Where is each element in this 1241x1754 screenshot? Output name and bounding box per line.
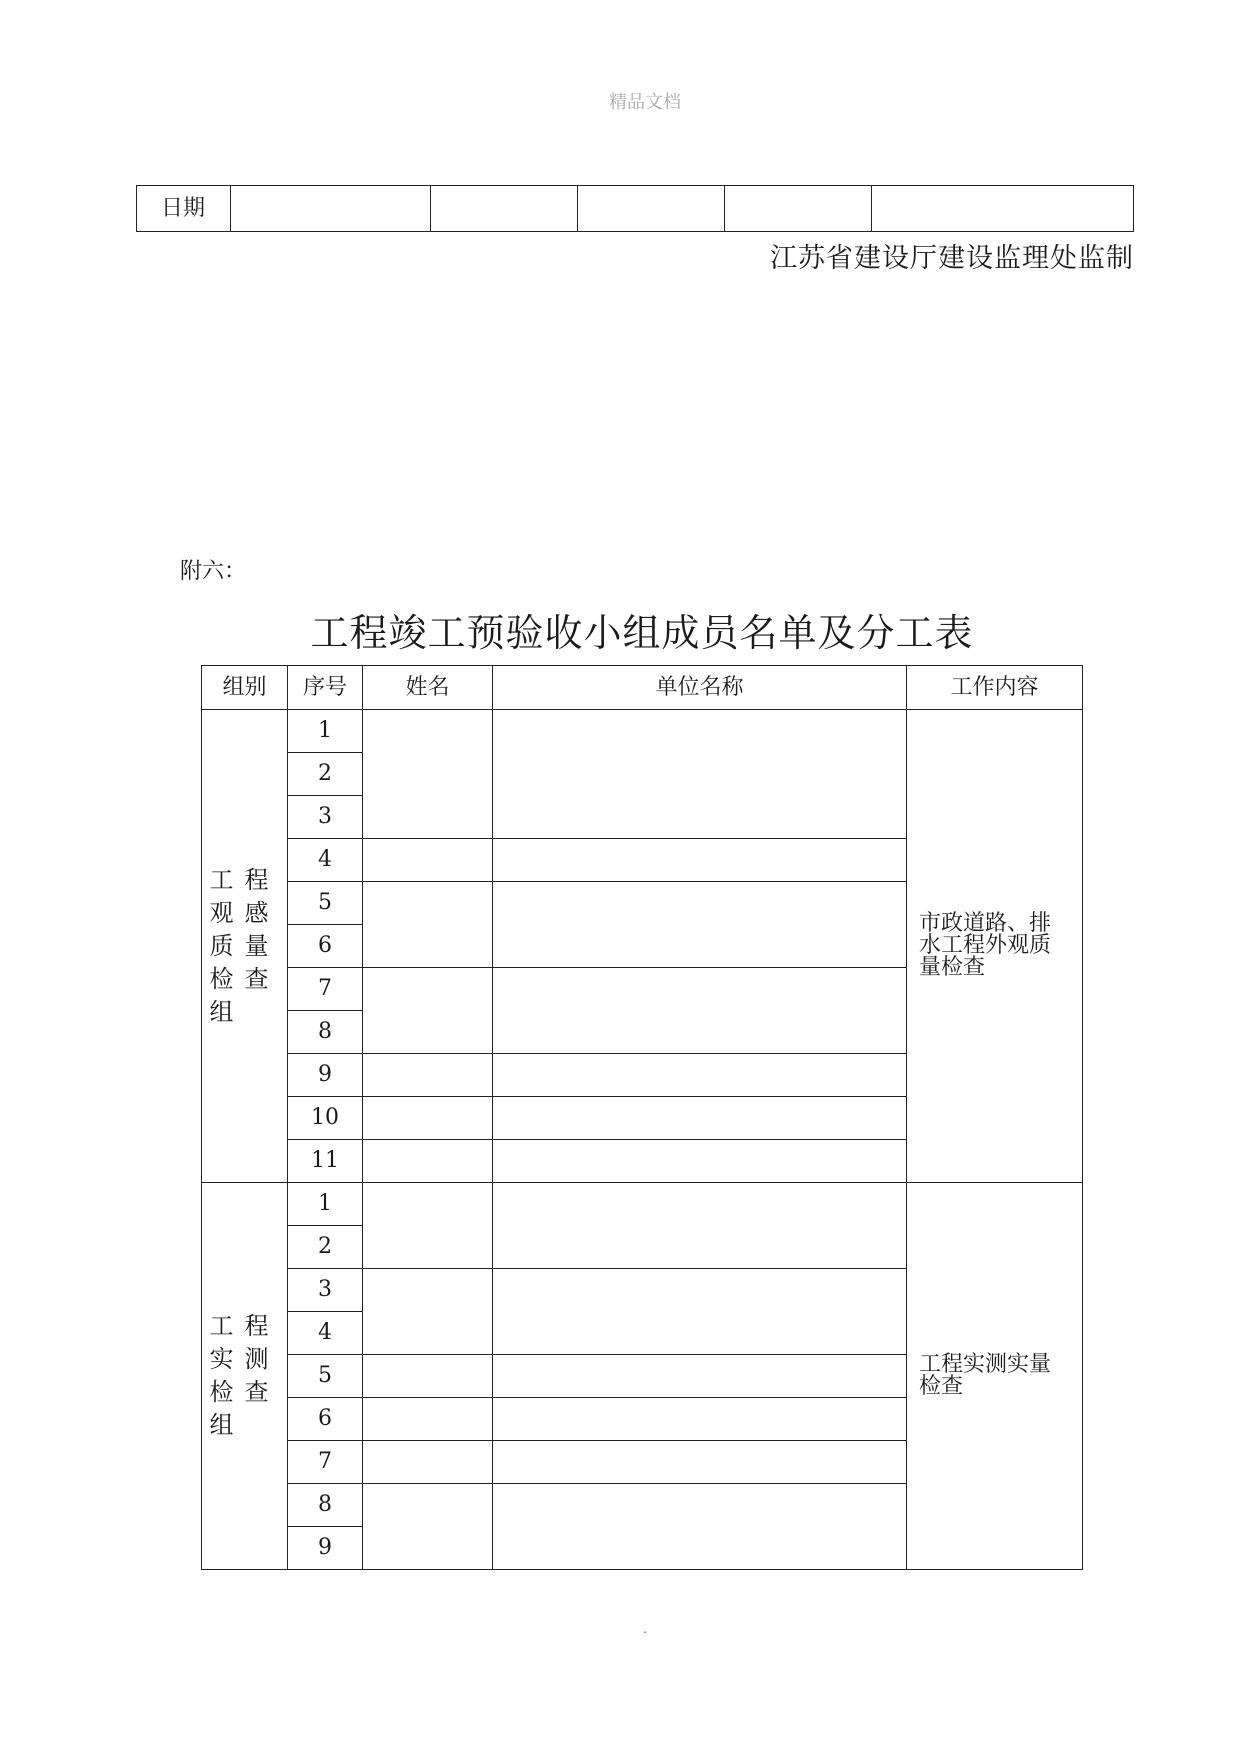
date-cell[interactable] — [231, 186, 431, 232]
unit-cell[interactable] — [493, 1054, 907, 1097]
unit-cell[interactable] — [493, 1183, 907, 1269]
row-number: 4 — [288, 1312, 363, 1355]
name-cell[interactable] — [363, 882, 493, 968]
name-cell[interactable] — [363, 1441, 493, 1484]
row-number: 9 — [288, 1527, 363, 1570]
issuer-text: 江苏省建设厅建设监理处监制 — [770, 243, 1134, 274]
row-number: 10 — [288, 1097, 363, 1140]
name-cell[interactable] — [363, 1269, 493, 1355]
header-unit: 单位名称 — [493, 666, 907, 710]
row-number: 3 — [288, 1269, 363, 1312]
page-title: 工程竣工预验收小组成员名单及分工表 — [310, 611, 974, 655]
name-cell[interactable] — [363, 968, 493, 1054]
date-cell[interactable] — [578, 186, 725, 232]
group-char: 查 — [244, 964, 269, 993]
name-cell[interactable] — [363, 1054, 493, 1097]
group-char: 查 — [244, 1378, 269, 1406]
row-number: 2 — [288, 1226, 363, 1269]
unit-cell[interactable] — [493, 968, 907, 1054]
row-number: 8 — [288, 1011, 363, 1054]
date-table — [136, 185, 1134, 232]
group-char: 感 — [244, 898, 269, 927]
header-number: 序号 — [288, 666, 363, 710]
unit-cell[interactable] — [493, 1398, 907, 1441]
unit-cell[interactable] — [493, 1441, 907, 1484]
row-number: 5 — [288, 1355, 363, 1398]
group-cell — [202, 710, 288, 1183]
name-cell[interactable] — [363, 1183, 493, 1269]
unit-cell[interactable] — [493, 1484, 907, 1570]
row-number: 1 — [288, 1183, 363, 1226]
date-row — [137, 186, 1134, 232]
unit-cell[interactable] — [493, 1140, 907, 1183]
group-name — [210, 864, 280, 1029]
group-char: 程 — [244, 1312, 269, 1340]
work-content: 市政道路、排水工程外观质量检查 — [907, 710, 1083, 1183]
group-char: 观 — [209, 898, 234, 927]
name-cell[interactable] — [363, 1484, 493, 1570]
row-number: 4 — [288, 839, 363, 882]
group-char: 工 — [209, 865, 234, 894]
group-char — [245, 1409, 280, 1442]
footer-mark: . — [643, 1622, 647, 1636]
row-number: 3 — [288, 796, 363, 839]
name-cell[interactable] — [363, 710, 493, 839]
group-char: 检 — [209, 1378, 234, 1406]
group-char — [245, 996, 280, 1029]
table-row — [202, 710, 1083, 753]
group-char: 程 — [244, 865, 269, 894]
group-name — [210, 1310, 280, 1442]
row-number: 6 — [288, 1398, 363, 1441]
date-cell[interactable] — [725, 186, 872, 232]
header-name: 姓名 — [363, 666, 493, 710]
group-char: 量 — [244, 931, 269, 960]
watermark: 精品文档 — [609, 92, 681, 113]
row-number: 8 — [288, 1484, 363, 1527]
group-char: 检 — [209, 964, 234, 993]
unit-cell[interactable] — [493, 1097, 907, 1140]
name-cell[interactable] — [363, 1398, 493, 1441]
date-label: 日期 — [137, 186, 231, 232]
date-cell[interactable] — [872, 186, 1134, 232]
header-group: 组别 — [202, 666, 288, 710]
work-content: 工程实测实量检查 — [907, 1183, 1083, 1570]
unit-cell[interactable] — [493, 839, 907, 882]
group-char: 测 — [244, 1345, 269, 1373]
unit-cell[interactable] — [493, 882, 907, 968]
unit-cell[interactable] — [493, 710, 907, 839]
unit-cell[interactable] — [493, 1355, 907, 1398]
row-number: 7 — [288, 1441, 363, 1484]
members-table — [201, 665, 1083, 1570]
attachment-label: 附六： — [180, 559, 247, 584]
name-cell[interactable] — [363, 1140, 493, 1183]
row-number: 1 — [288, 710, 363, 753]
name-cell[interactable] — [363, 839, 493, 882]
group-cell — [202, 1183, 288, 1570]
group-char: 实 — [209, 1345, 234, 1373]
unit-cell[interactable] — [493, 1269, 907, 1355]
row-number: 9 — [288, 1054, 363, 1097]
group-char: 工 — [209, 1312, 234, 1340]
header-work: 工作内容 — [907, 666, 1083, 710]
group-char: 组 — [209, 1411, 234, 1439]
date-cell[interactable] — [431, 186, 578, 232]
row-number: 7 — [288, 968, 363, 1011]
name-cell[interactable] — [363, 1355, 493, 1398]
row-number: 11 — [288, 1140, 363, 1183]
header-row — [202, 666, 1083, 710]
row-number: 6 — [288, 925, 363, 968]
group-char: 组 — [209, 997, 234, 1026]
table-row — [202, 1183, 1083, 1226]
row-number: 2 — [288, 753, 363, 796]
row-number: 5 — [288, 882, 363, 925]
name-cell[interactable] — [363, 1097, 493, 1140]
group-char: 质 — [209, 931, 234, 960]
